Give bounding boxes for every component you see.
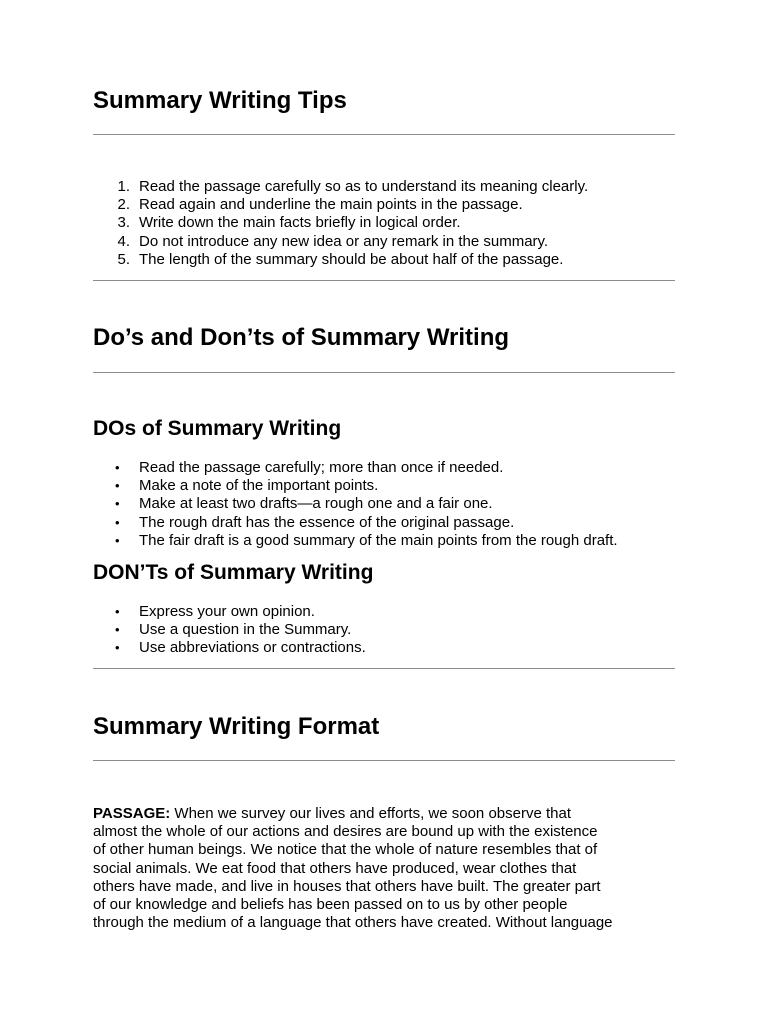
dos-heading: DOs of Summary Writing <box>93 417 342 440</box>
list-item: • Use a question in the Summary. <box>115 621 352 639</box>
bullet-icon: • <box>115 604 120 619</box>
divider <box>93 134 675 135</box>
list-item: • Use abbreviations or contractions. <box>115 639 366 657</box>
list-item: • The rough draft has the essence of the original passage. <box>115 513 515 531</box>
passage-line: of our knowledge and beliefs has been passed on to us by other people <box>93 896 568 914</box>
format-title: Summary Writing Format <box>93 713 380 740</box>
dos-donts-title: Do’s and Don’ts of Summary Writing <box>93 324 510 351</box>
divider <box>93 372 675 373</box>
list-item: • The fair draft is a good summary of the main points from the rough draft. <box>115 531 618 549</box>
list-item: • Express your own opinion. <box>115 603 315 620</box>
bullet-icon: • <box>115 496 120 512</box>
donts-list <box>93 603 366 658</box>
list-item: • Make a note of the important points. <box>115 477 379 495</box>
divider <box>93 668 675 669</box>
tips-list <box>93 178 588 269</box>
divider <box>93 760 675 761</box>
tips-title: Summary Writing Tips <box>93 87 347 114</box>
donts-heading: DON’Ts of Summary Writing <box>93 561 374 584</box>
list-item: 5. The length of the summary should be about half of the passage. <box>117 250 564 268</box>
bullet-icon: • <box>115 532 120 548</box>
list-item: • Make at least two drafts—a rough one and a fair one. <box>115 495 493 513</box>
dos-list <box>93 459 618 550</box>
list-item: • Read the passage carefully; more than once if needed. <box>115 459 504 476</box>
passage-line: PASSAGE: When we survey our lives and efforts, we soon observe that <box>93 805 571 822</box>
bullet-icon: • <box>115 640 120 656</box>
passage-line: almost the whole of our actions and desires are bound up with the existence <box>93 823 598 841</box>
bullet-icon: • <box>115 460 120 475</box>
bullet-icon: • <box>115 622 120 638</box>
passage-text <box>93 805 683 932</box>
passage-line: others have made, and live in houses that others have built. The greater part <box>93 877 601 895</box>
bullet-icon: • <box>115 514 120 530</box>
list-item: 2. Read again and underline the main points in the passage. <box>117 196 523 214</box>
list-item: 4. Do not introduce any new idea or any remark in the summary. <box>117 232 549 250</box>
passage-line: through the medium of a language that others have created. Without language <box>93 914 613 932</box>
divider <box>93 280 675 281</box>
list-item: 1. Read the passage carefully so as to understand its meaning clearly. <box>117 178 589 195</box>
bullet-icon: • <box>115 478 120 494</box>
passage-line: social animals. We eat food that others have produced, wear clothes that <box>93 859 577 877</box>
passage-label: PASSAGE: <box>93 805 171 822</box>
passage-line: of other human beings. We notice that the whole of nature resembles that of <box>93 841 598 859</box>
list-item: 3. Write down the main facts briefly in logical order. <box>117 214 461 232</box>
